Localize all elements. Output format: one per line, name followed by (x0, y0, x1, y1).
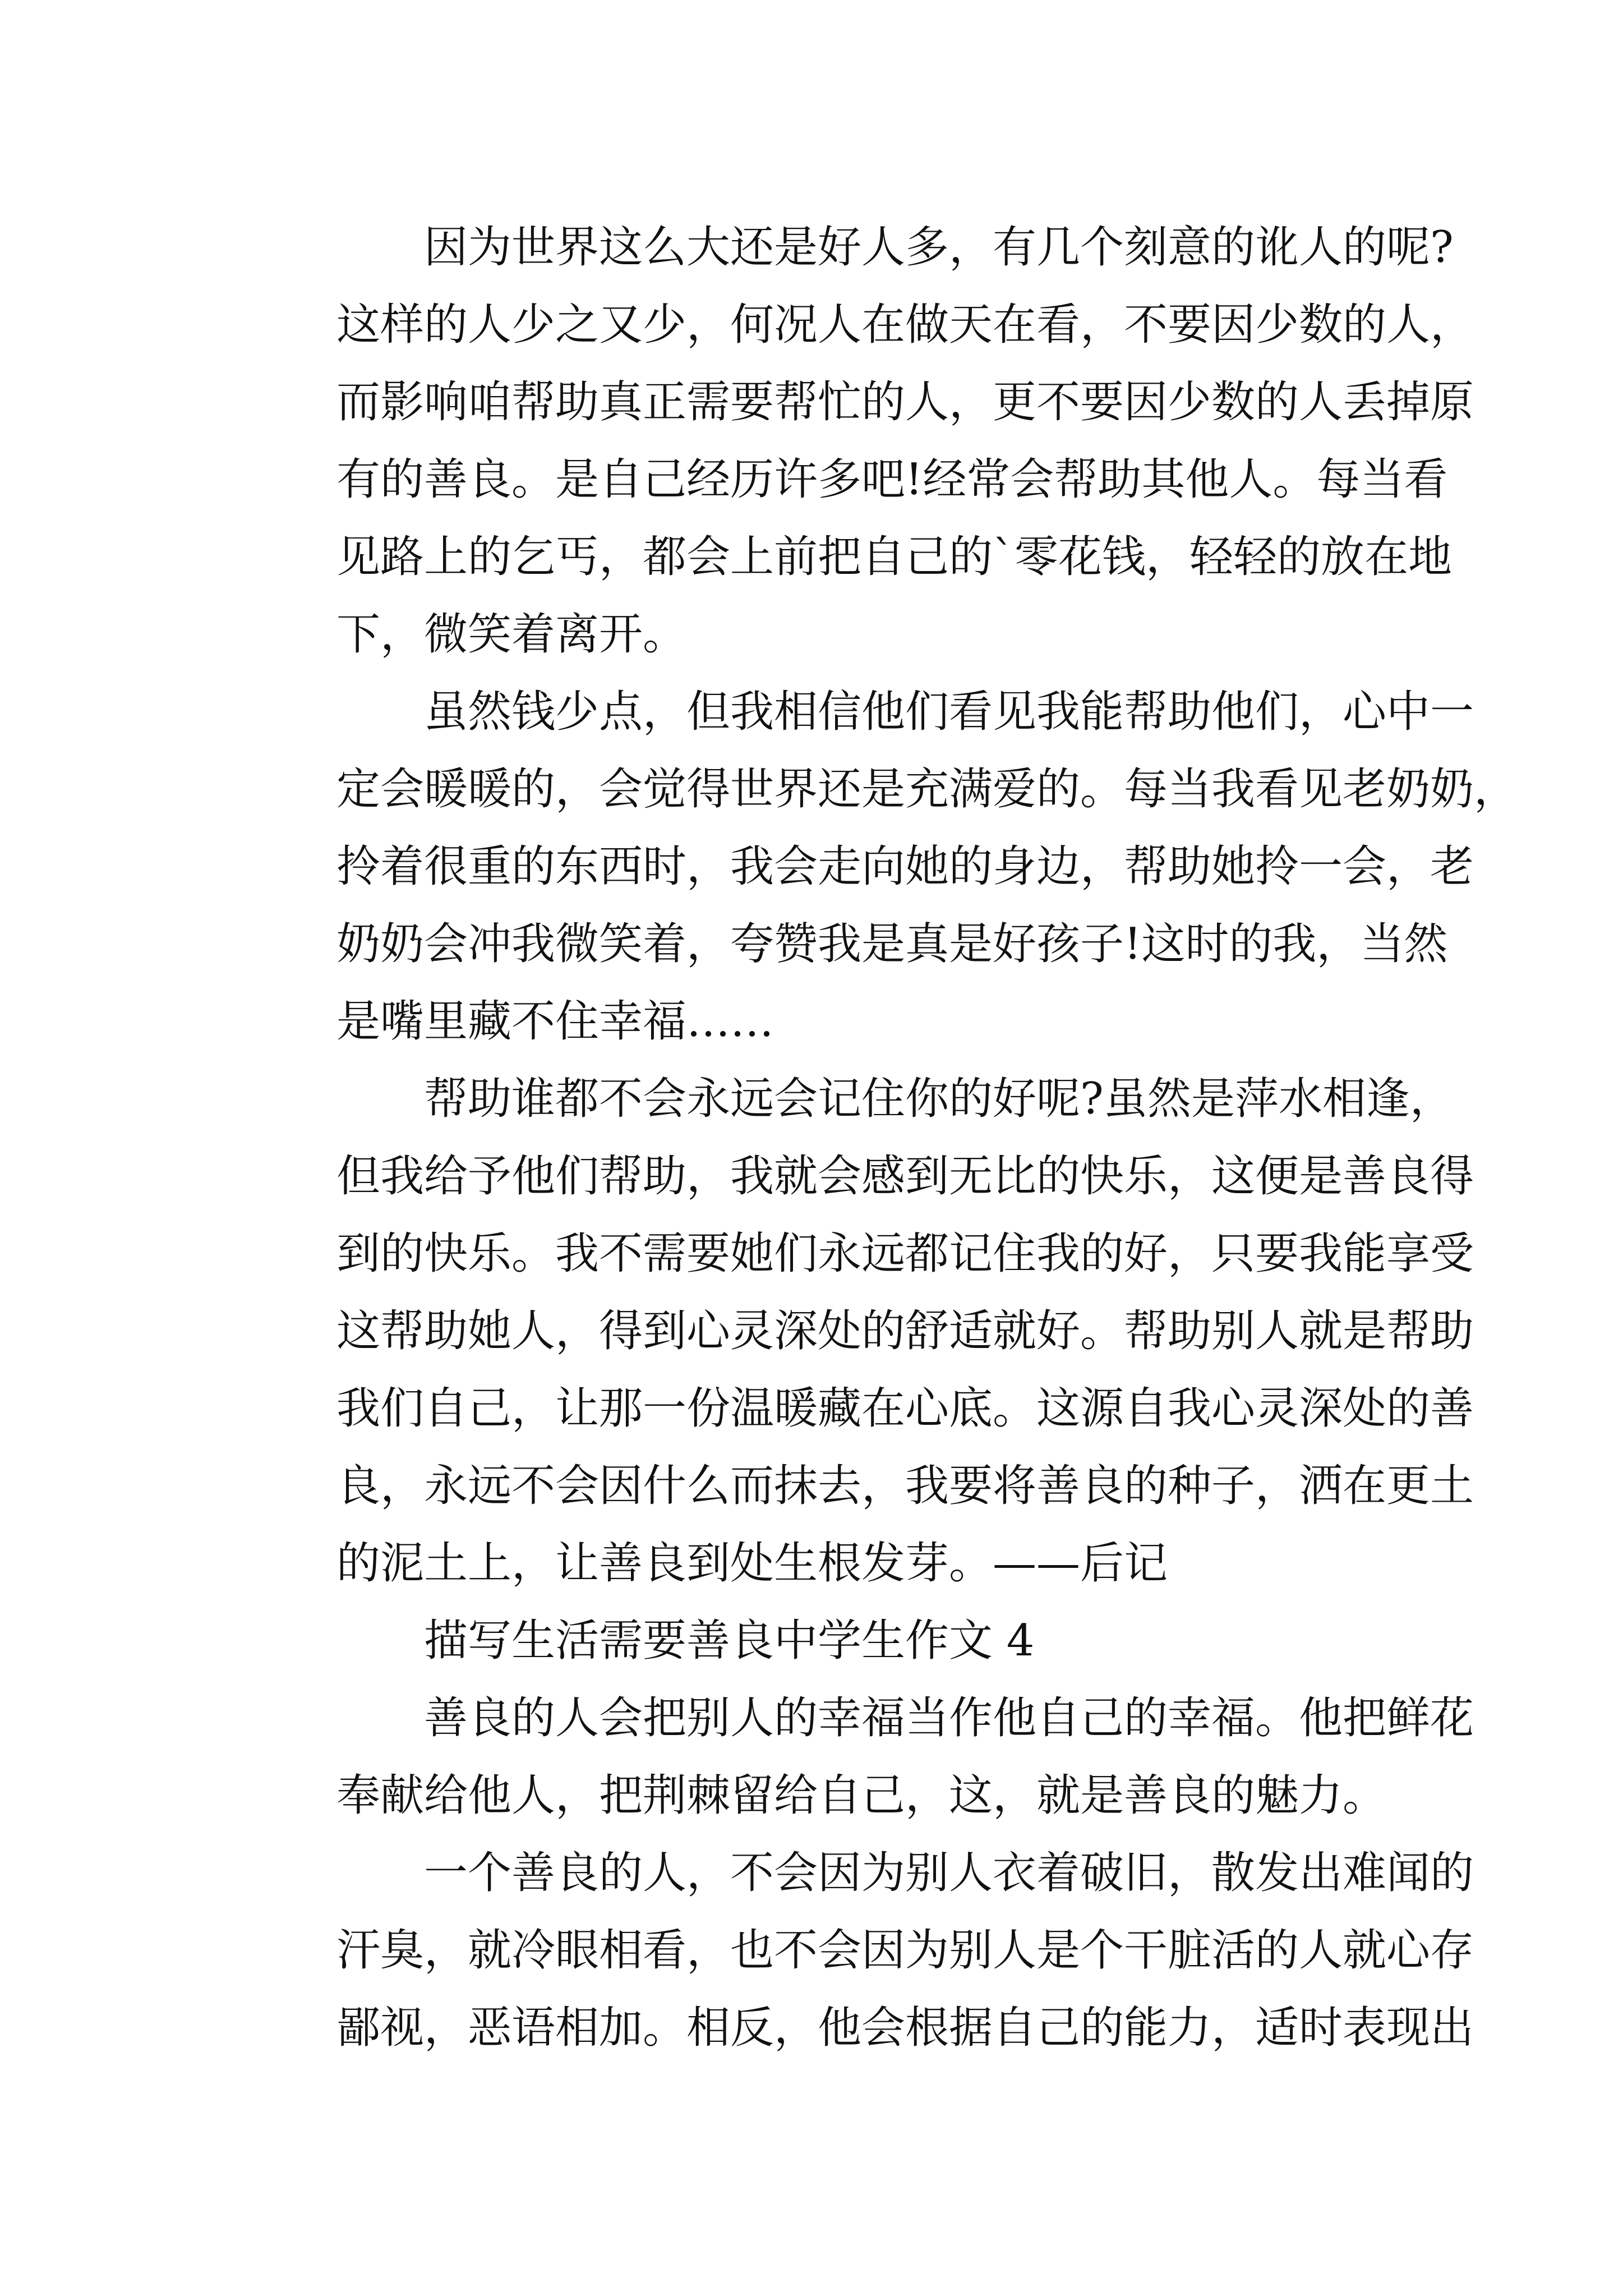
text-line: 定会暖暖的，会觉得世界还是充满爱的。每当我看见老奶奶， (336, 764, 1518, 815)
text-line: 而影响咱帮助真正需要帮忙的人，更不要因少数的人丢掉原 (336, 377, 1474, 427)
text-line: 一个善良的人，不会因为别人衣着破旧，散发出难闻的 (424, 1848, 1474, 1898)
text-line: 良，永远不会因什么而抹去，我要将善良的种子，洒在更土 (336, 1461, 1474, 1511)
section-heading (249, 1602, 1396, 1680)
document-body (249, 209, 1518, 2067)
paragraph-5 (249, 1834, 1474, 2067)
text-line: 鄙视，恶语相加。相反，他会根据自己的能力，适时表现出 (336, 2003, 1474, 2053)
text-line: 汗臭，就冷眼相看，也不会因为别人是个干脏活的人就心存 (336, 1925, 1474, 1976)
text-line: 拎着很重的东西时，我会走向她的身边，帮助她拎一会，老 (336, 841, 1474, 892)
text-line: 因为世界这么大还是好人多，有几个刻意的讹人的呢? (424, 222, 1454, 273)
text-line: 描写生活需要善良中学生作文 4 (424, 1616, 1035, 1666)
text-line: 这帮助她人，得到心灵深处的舒适就好。帮助别人就是帮助 (336, 1306, 1474, 1356)
paragraph-2 (249, 673, 1518, 1060)
text-line: 奶奶会冲我微笑着，夸赞我是真是好孩子!这时的我，当然 (336, 919, 1448, 969)
text-line: 这样的人少之又少，何况人在做天在看，不要因少数的人， (336, 300, 1474, 350)
text-line: 有的善良。是自己经历许多吧!经常会帮助其他人。每当看 (336, 454, 1448, 505)
text-line: 但我给予他们帮助，我就会感到无比的快乐，这便是善良得 (336, 1151, 1474, 1202)
paragraph-3 (249, 1060, 1474, 1602)
text-line: 的泥土上，让善良到处生根发芽。——后记 (336, 1538, 1168, 1589)
text-line: 帮助谁都不会永远会记住你的好呢?虽然是萍水相逢， (424, 1074, 1454, 1124)
paragraph-4 (249, 1680, 1474, 1834)
text-line: 到的快乐。我不需要她们永远都记住我的好，只要我能享受 (336, 1228, 1474, 1279)
text-line: 下，微笑着离开。 (336, 609, 687, 660)
paragraph-1 (249, 209, 1474, 673)
text-line: 见路上的乞丐，都会上前把自己的`零花钱，轻轻的放在地 (336, 532, 1453, 582)
text-line: 善良的人会把别人的幸福当作他自己的幸福。他把鲜花 (424, 1693, 1474, 1743)
text-line: 虽然钱少点，但我相信他们看见我能帮助他们，心中一 (424, 687, 1474, 737)
text-line: 我们自己，让那一份温暖藏在心底。这源自我心灵深处的善 (336, 1383, 1474, 1434)
text-line: 是嘴里藏不住幸福…… (336, 996, 774, 1047)
text-line: 奉献给他人，把荆棘留给自己，这，就是善良的魅力。 (336, 1770, 1387, 1821)
